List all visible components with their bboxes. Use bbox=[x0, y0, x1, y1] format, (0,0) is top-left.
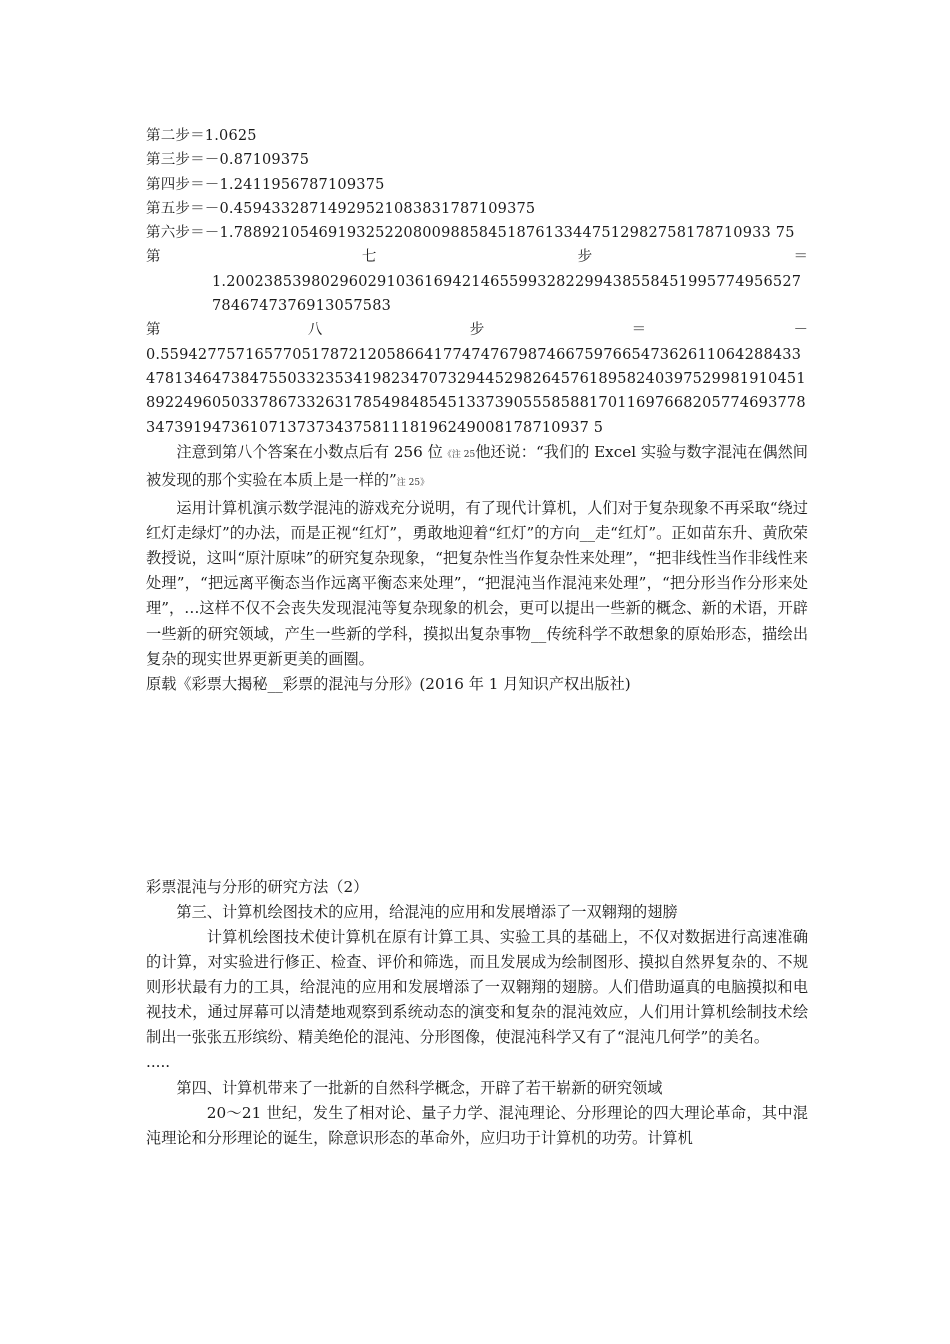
computer-paragraph: 运用计算机演示数学混沌的游戏充分说明，有了现代计算机，人们对于复杂现象不再采取“绕过红灯走绿灯”的办法，而是正视“红灯”，勇敢地迎着“红灯”的方向__走“红灯”。正如苗东升、黄欣荣教授说，这叫“原汁原味”的研究复杂现象，“把复杂性当作复杂性来处理”，“把非线性当作非线性来处理”，“把远离平衡态当作远离平衡态来处理”，“把混沌当作混沌来处理”，“把分形当作分形来处理”，…这样不仅不会丧失发现混沌等复杂现象的机会，更可以提出一些新的概念、新的术语，开辟一些新的研究领域，产生一些新的学科，摸拟出复杂事物__传统科学不敢想象的原始形态，描绘出复杂的现实世界更新更美的画圈。 bbox=[146, 499, 808, 668]
step-4-line: 第四步＝－1.2411956787109375 bbox=[146, 176, 385, 193]
step-3-line: 第三步＝－0.87109375 bbox=[146, 152, 310, 169]
step-7-label-row bbox=[146, 245, 808, 269]
step-8-value: 0.559427757165770517872120586641774747679874667597665473626110642884334781346473847550332353419823470732944529826457618958240397529981910451892249605033786733263178549848545133739055585881701169766820577469377834739194736107137373437581118196249008178710937 5 bbox=[146, 346, 806, 436]
step-2-line: 第二步＝1.0625 bbox=[146, 128, 257, 144]
step-8-label-row bbox=[146, 318, 808, 342]
step-6-line: 第六步＝－1.788921054691932522080098858451876133447512982758178710933 75 bbox=[146, 225, 795, 242]
ellipsis: ..... bbox=[146, 1053, 171, 1072]
century-paragraph: 20～21 世纪，发生了相对论、量子力学、混沌理论、分形理论的四大理论革命，其中混沌理论和分形理论的诞生，除意识形态的革命外，应归功于计算机的功劳。计算机 bbox=[146, 1103, 808, 1147]
step-7-char: ＝ bbox=[793, 249, 808, 266]
fourth-heading: 第四、计算机带来了一批新的自然科学概念，开辟了若干崭新的研究领域 bbox=[176, 1078, 663, 1097]
step-8-char: 八 bbox=[307, 322, 323, 339]
step-5-line: 第五步＝－0.459433287149295210838317871093​75 bbox=[146, 200, 536, 217]
footnote-ref: 注 25》 bbox=[396, 477, 430, 488]
third-heading: 第三、计算机绘图技术的应用，给混沌的应用和发展增添了一双翱翔的翅膀 bbox=[176, 902, 678, 921]
step-8-char: 步 bbox=[469, 322, 485, 339]
step-7-char: 第 bbox=[146, 249, 161, 266]
step-7-value: 1.20023853980296029103616942146559932822994385584519957749565277846747376913057583 bbox=[212, 273, 802, 315]
note-paragraph bbox=[146, 440, 808, 496]
document-body bbox=[146, 124, 808, 1151]
note-text-2: 他还说：“我们的 Excel 实验与数字混沌在偶然间被发现的那个实验在本质上是一样的” bbox=[146, 442, 808, 489]
source-line: 原载《彩票大揭秘__彩票的混沌与分形》(2016 年 1 月知识产权出版社) bbox=[146, 674, 631, 693]
step-8-char: 第 bbox=[146, 322, 161, 339]
step-7-char: 步 bbox=[577, 249, 593, 266]
step-7-char: 七 bbox=[361, 249, 377, 266]
page-gap bbox=[146, 697, 808, 875]
note-text: 注意到第八个答案在小数点后有 256 位 bbox=[176, 442, 443, 461]
graphics-paragraph: 计算机绘图技术使计算机在原有计算工具、实验工具的基础上，不仅对数据进行高速准确的计算，对实验进行修正、检查、评价和筛选，而且发展成为绘制图形、摸拟自然界复杂的、不规则形状最有力的工具，给混沌的应用和发展增添了一双翱翔的翅膀。人们借助逼真的电脑摸拟和电视技术，通过屏幕可以清楚地观察到系统动态的演变和复杂的混沌效应，人们用计算机绘制技术绘制出一张张五形缤纷、精美绝伦的混沌、分形图像，使混沌科学又有了“混沌几何学”的美名。 bbox=[146, 927, 808, 1047]
section-title: 彩票混沌与分形的研究方法（2） bbox=[146, 877, 369, 896]
step-8-char: ＝ bbox=[631, 322, 647, 339]
footnote-ref: 《注 25 bbox=[442, 449, 476, 460]
step-8-char: － bbox=[793, 322, 808, 339]
